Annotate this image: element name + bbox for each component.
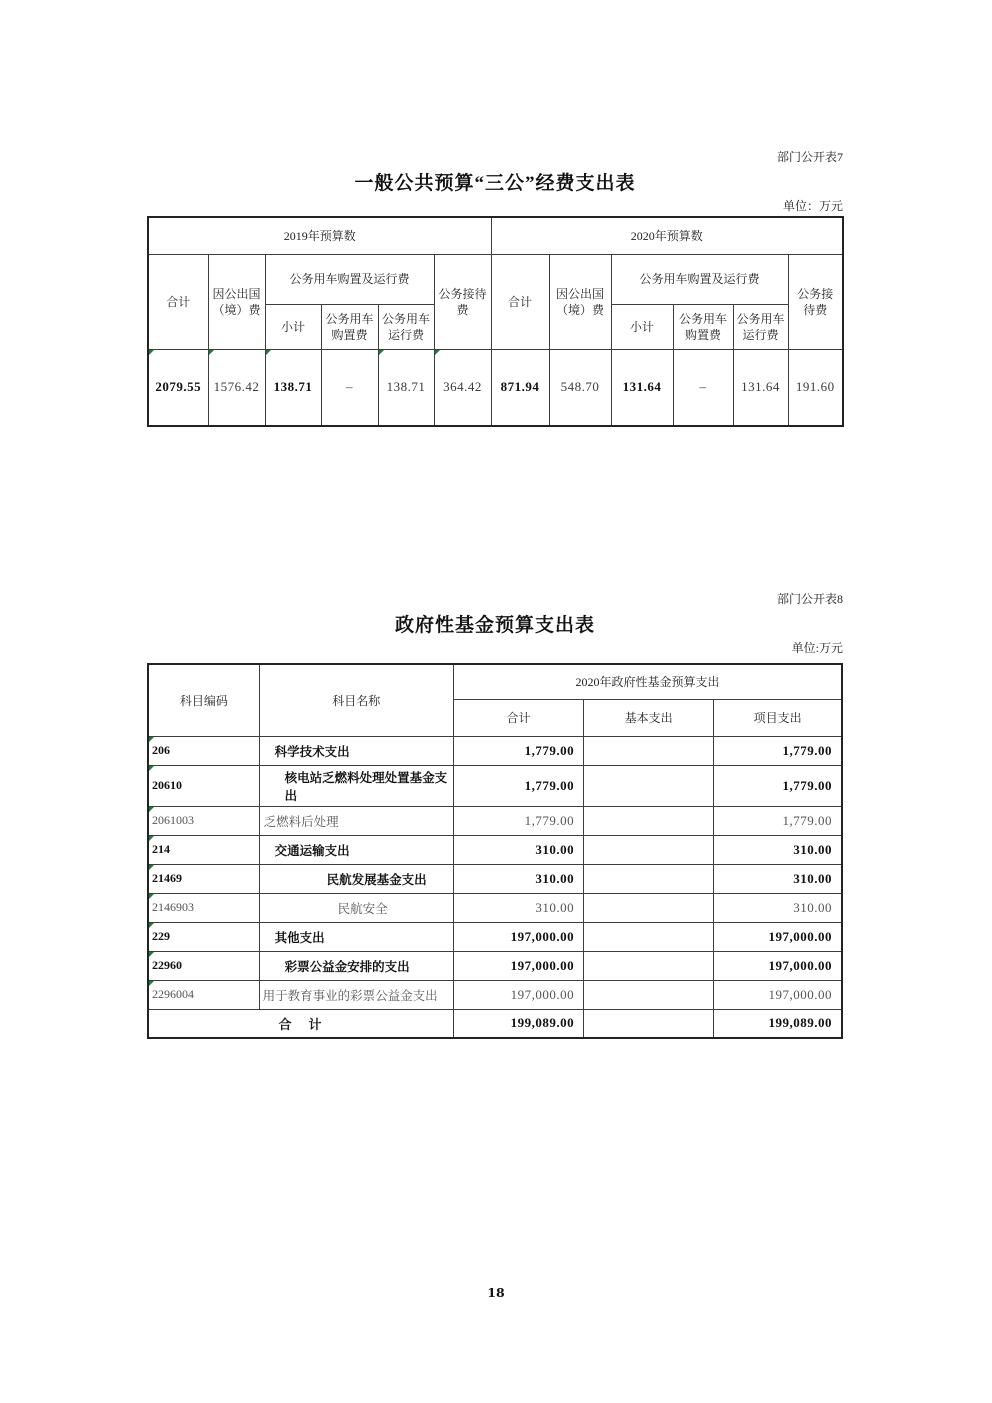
subtotal-2019-value: 138.71 [265,349,321,426]
table8-unit-label: 单位:万元 [791,641,843,655]
operation-2020-value: 131.64 [733,349,788,426]
table8-section [147,592,843,1039]
subject-name-cell: 核电站乏燃料处理处置基金支出 [259,765,453,806]
table8-sheet-tag: 部门公开表8 [776,592,843,606]
reception-2020-header: 公务接待费 [788,254,843,349]
table-row [148,922,842,951]
table7-title: 一般公共预算“三公”经费支出表 [354,173,636,194]
project-expense-cell: 197,000.00 [714,951,842,980]
subject-code-cell: 229 [148,922,259,951]
subject-code-cell: 22960 [148,951,259,980]
subject-name-cell: 其他支出 [259,922,453,951]
reception-2019-value: 364.42 [434,349,491,426]
total-value-cell: 197,000.00 [453,922,583,951]
table7-unit-label: 单位：万元 [782,199,843,213]
total-value-cell: 197,000.00 [453,980,583,1009]
subject-code-cell: 2061003 [148,806,259,835]
abroad-2019-value: 1576.42 [208,349,265,426]
abroad-2020-value: 548.70 [549,349,611,426]
total-2019-value: 2079.55 [148,349,208,426]
total-2020-header: 合计 [491,254,549,349]
table8-header-row-top [148,664,842,699]
total-value-cell: 1,779.00 [453,806,583,835]
grand-total-total-value: 199,089.00 [453,1009,583,1038]
operation-2019-header: 公务用车运行费 [378,304,434,349]
subject-name-cell: 交通运输支出 [259,835,453,864]
subject-name-cell: 民航发展基金支出 [259,864,453,893]
fund-budget-group-header: 2020年政府性基金预算支出 [453,664,842,699]
reception-2020-value: 191.60 [788,349,843,426]
grand-total-project-value: 199,089.00 [714,1009,842,1038]
grand-total-label: 合 计 [148,1009,453,1038]
year-2019-header: 2019年预算数 [148,217,491,254]
group-header-row [148,254,843,304]
total-value-cell: 310.00 [453,835,583,864]
table-row [148,765,842,806]
basic-expense-cell [584,893,714,922]
subject-code-cell: 21469 [148,864,259,893]
basic-expense-cell [584,951,714,980]
total-value-cell: 310.00 [453,864,583,893]
vehicle-group-2019-header: 公务用车购置及运行费 [265,254,434,304]
table8-body [148,736,842,1009]
subject-code-cell: 214 [148,835,259,864]
basic-expense-cell [584,765,714,806]
purchase-2020-header: 公务用车购置费 [673,304,733,349]
grand-total-basic-value [584,1009,714,1038]
basic-expense-cell [584,835,714,864]
subject-code-cell: 206 [148,736,259,765]
operation-2020-header: 公务用车运行费 [733,304,788,349]
table7-section [147,150,843,427]
project-expense-cell: 1,779.00 [714,806,842,835]
table7-sheet-tag: 部门公开表7 [776,150,843,164]
subject-code-cell: 2146903 [148,893,259,922]
subject-code-cell: 2296004 [148,980,259,1009]
basic-expense-cell [584,922,714,951]
vehicle-group-2020-header: 公务用车购置及运行费 [611,254,788,304]
subtotal-2020-header: 小计 [611,304,673,349]
basic-expense-cell [584,736,714,765]
subject-name-cell: 用于教育事业的彩票公益金支出 [259,980,453,1009]
subject-code-cell: 20610 [148,765,259,806]
project-expense-cell: 310.00 [714,893,842,922]
table-row [148,980,842,1009]
project-expense-cell: 310.00 [714,864,842,893]
project-expense-cell: 310.00 [714,835,842,864]
table-row [148,835,842,864]
government-fund-budget-table [147,663,843,1039]
purchase-2019-header: 公务用车购置费 [321,304,378,349]
table8-title: 政府性基金预算支出表 [394,615,595,636]
total-value-cell: 1,779.00 [453,736,583,765]
subject-name-cell: 乏燃料后处理 [259,806,453,835]
table-row [148,806,842,835]
table-row [148,893,842,922]
grand-total-row [148,1009,842,1038]
subject-name-header: 科目名称 [259,664,453,736]
subject-code-header: 科目编码 [148,664,259,736]
total-value-cell: 197,000.00 [453,951,583,980]
project-expense-cell: 1,779.00 [714,736,842,765]
total-value-cell: 1,779.00 [453,765,583,806]
subject-name-cell: 科学技术支出 [259,736,453,765]
abroad-2020-header: 因公出国（境）费 [549,254,611,349]
project-expense-column-header: 项目支出 [714,699,842,736]
table-row [148,736,842,765]
operation-2019-value: 138.71 [378,349,434,426]
year-2020-header: 2020年预算数 [491,217,843,254]
basic-expense-cell [584,806,714,835]
total-2019-header: 合计 [148,254,208,349]
subject-name-cell: 彩票公益金安排的支出 [259,951,453,980]
subject-name-cell: 民航安全 [259,893,453,922]
table-row [148,864,842,893]
three-public-expense-table [147,216,844,427]
year-header-row [148,217,843,254]
purchase-2020-value: – [673,349,733,426]
basic-expense-cell [584,864,714,893]
project-expense-cell: 197,000.00 [714,980,842,1009]
project-expense-cell: 1,779.00 [714,765,842,806]
page-number: 18 [487,1285,505,1300]
subtotal-2020-value: 131.64 [611,349,673,426]
total-2020-value: 871.94 [491,349,549,426]
purchase-2019-value: – [321,349,378,426]
basic-expense-column-header: 基本支出 [584,699,714,736]
basic-expense-cell [584,980,714,1009]
subtotal-2019-header: 小计 [265,304,321,349]
total-column-header: 合计 [453,699,583,736]
data-row [148,349,843,426]
abroad-2019-header: 因公出国（境）费 [208,254,265,349]
reception-2019-header: 公务接待费 [434,254,491,349]
total-value-cell: 310.00 [453,893,583,922]
project-expense-cell: 197,000.00 [714,922,842,951]
table-row [148,951,842,980]
